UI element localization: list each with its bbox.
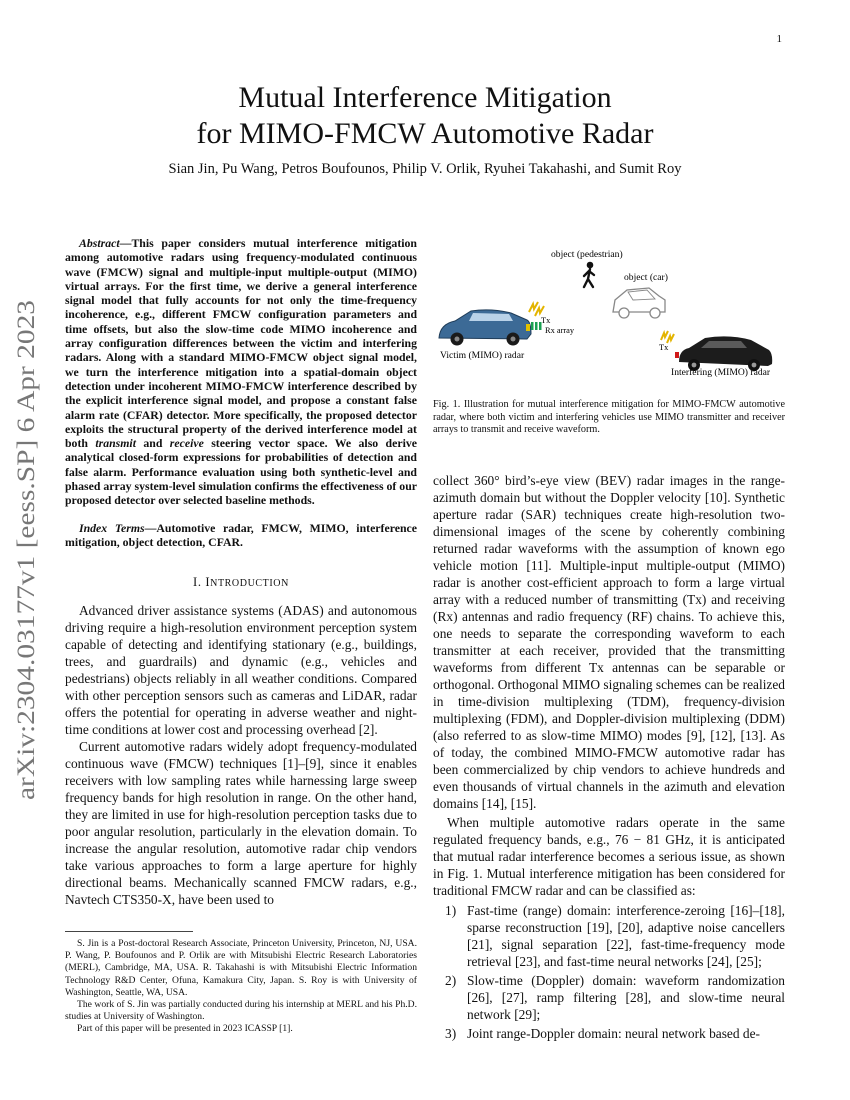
author-list: Sian Jin, Pu Wang, Petros Boufounos, Philip V. Orlik, Ryuhei Takahashi, and Sumit Roy <box>168 161 682 177</box>
intro-paragraph-1: Advanced driver assistance systems (ADAS) and autonomous driving require a high-resolution environment perception system capable of detecting and identifying stationary (e.g., buildings, trees, and guardrails) and dynamic (e.g., vehicles and pedestrians) objects reliably in all weather conditions. Compared with other perception sensors such as cameras and LiDAR, radar offers the potential for operating in adverse weather and night-time conditions at lower cost and processing overhead [2]. <box>65 603 417 738</box>
label-interfering-radar: Interfering (MIMO) radar <box>671 367 771 378</box>
right-paragraph-2: When multiple automotive radars operate in the same regulated frequency bands, e.g., 76 − 81 GHz, it is anticipated that mutual radar interference becomes a serious issue, as shown in Fig. 1. Mutual interference mitigation has been considered for traditional FMCW radar and can be classified as: <box>433 815 785 898</box>
victim-car-icon <box>439 302 544 346</box>
label-pedestrian: object (pedestrian) <box>551 249 623 260</box>
interfering-car-icon <box>661 331 772 371</box>
abstract-receive: receive <box>169 436 204 451</box>
interference-classification-list <box>433 902 785 1042</box>
list-item-number: 3) <box>445 1026 457 1041</box>
abstract-label: Abstract <box>79 236 120 250</box>
footnotes <box>65 938 417 1036</box>
section-number: I. I <box>193 575 211 590</box>
footnote-affiliations: S. Jin is a Post-doctoral Research Associate, Princeton University, Princeton, NJ, USA. P. Wang, P. Boufounos and P. Orlik are with Mitsubishi Electric Research Laboratories (MERL), Cambridge, MA, USA. R. Takahashi is with Mitsubishi Electric Information Technology R&D Center, Ofuna, Kamakura City, Japan. S. Roy is with University of Washington, Seattle, WA, USA. <box>65 938 417 998</box>
index-terms <box>65 521 417 550</box>
pedestrian-icon <box>584 262 594 287</box>
abstract-text-a: —This paper considers mutual interference mitigation among automotive radars using frequency-modulated continuous wave (FMCW) signal and multiple-input multiple-output (MIMO) virtual arrays. For the first time, we derive a general interference signal model that fully accounts for not only the time-frequency incoherence, e.g., different FMCW configuration parameters and time offsets, but also the slow-time code MIMO incoherence and array configuration differences between the victim and interfering radars. Along with a standard MIMO-FMCW object signal model, we turn the interference mitigation into a spatial-domain object detection under incoherent MIMO-FMCW interference described by the explicit interference signal model, and propose a constant false alarm rate (CFAR) detector. More specifically, the proposed detector exploits the structural property of the derived interference model at both <box>65 236 417 451</box>
title-line-2: for MIMO-FMCW Automotive Radar <box>196 117 654 150</box>
label-tx-victim: Tx <box>541 316 551 325</box>
abstract-transmit: transmit <box>95 436 136 451</box>
right-column <box>433 472 785 1044</box>
right-paragraph-1: collect 360° bird’s-eye view (BEV) radar images in the range-azimuth domain but without the Doppler velocity [10]. Synthetic aperture radar (SAR) techniques create high-resolution two-dimensional images of the scene by coherently combining returned radar waveforms with the assumption of known ego vehicle motion [11]. Multiple-input multiple-output (MIMO) radar is another cost-efficient approach to form a large virtual array with a reduced number of transmitting (Tx) and receiving (Rx) antennas and radio frequency (RF) chains. To achieve this, one needs to separate the corresponding waveform to each transmitter at each receiver, provided that the transmitting waveforms from different Tx antennas can be separable or orthogonal. Orthogonal MIMO signaling schemes can be realized in time-division multiplexing (TDM), frequency-division multiplexing (FDM), and Doppler-division multiplexing (DDM) (also referred to as slow-time MIMO) modes [9], [12], [13]. As of today, the combined MIMO-FMCW automotive radar has been commercialized by chip vendors to achieve hundreds and even thousands of virtual channels in the azimuth and elevation domains [14], [15]. <box>433 473 785 811</box>
list-item-text: Slow-time (Doppler) domain: waveform randomization [26], [27], ramp filtering [28], and slow-time neural network [29]; <box>467 973 785 1022</box>
label-rx-array: Rx array <box>545 326 575 335</box>
abstract <box>65 236 417 508</box>
label-object-car: object (car) <box>624 272 668 283</box>
list-item <box>433 1025 785 1042</box>
index-terms-text: —Automotive radar, FMCW, MIMO, interference mitigation, object detection, CFAR. <box>65 520 417 549</box>
section-title: NTRODUCTION <box>210 578 289 590</box>
section-heading-introduction <box>65 574 417 592</box>
arxiv-sidebar-stamp <box>4 300 44 800</box>
intro-paragraph-2: Current automotive radars widely adopt frequency-modulated continuous wave (FMCW) techniques [1]–[9], since it enables receivers with low sampling rates while harnessing large sweep frequency bands for high resolution in range. On the other hand, they are limited in use for high-resolution perception tasks due to poor angular resolution, particularly in the elevation domain. To increase the angular resolution, automotive radar chip vendors take various approaches to form a large aperture for highly directional beams. Mechanically scanned FMCW radars, e.g., Navtech CTS350-X, have been used to <box>65 739 417 908</box>
list-item-number: 1) <box>445 903 457 918</box>
list-item-text: Fast-time (range) domain: interference-zeroing [16]–[18], sparse reconstruction [19], [20], adaptive noise cancellers [21], signal separation [22], fast-time-frequency mode retrieval [23], and fast-time neural networks [24], [25]; <box>467 903 785 969</box>
arxiv-identifier: arXiv:2304.03177v1 [eess.SP] 6 Apr 2023 <box>13 375 40 800</box>
figure-1 <box>433 240 785 390</box>
list-item <box>433 972 785 1023</box>
label-tx-interfering: Tx <box>659 343 669 352</box>
footnote-rule <box>65 931 193 932</box>
figure-caption: Fig. 1. Illustration for mutual interference mitigation for MIMO-FMCW automotive radar, where both victim and interfering vehicles use MIMO transmitter and receiver arrays to transmit and receive waveform. <box>433 399 785 436</box>
paper-title <box>60 80 790 152</box>
list-item-number: 2) <box>445 973 457 988</box>
list-item-text: Joint range-Doppler domain: neural network based de- <box>467 1026 761 1041</box>
left-column <box>65 236 417 908</box>
title-line-1: Mutual Interference Mitigation <box>238 81 612 114</box>
page-number: 1 <box>776 33 782 45</box>
abstract-text-b: steering vector space. We also derive analytical closed-form expressions for probabilities of detection and false alarm. Performance evaluation using both synthetic-level and phased array system-level simulation confirms the effectiveness of our proposed detector over selected baseline methods. <box>65 436 417 508</box>
abstract-and: and <box>135 436 170 451</box>
footnote-icassp: Part of this paper will be presented in 2023 ICASSP [1]. <box>77 1023 293 1035</box>
label-victim-radar: Victim (MIMO) radar <box>440 350 525 361</box>
object-car-icon <box>613 288 665 318</box>
footnote-internship: The work of S. Jin was partially conducted during his internship at MERL and his Ph.D. studies at University of Washington. <box>65 999 417 1023</box>
list-item <box>433 902 785 970</box>
index-terms-label: Index Terms <box>79 520 145 535</box>
